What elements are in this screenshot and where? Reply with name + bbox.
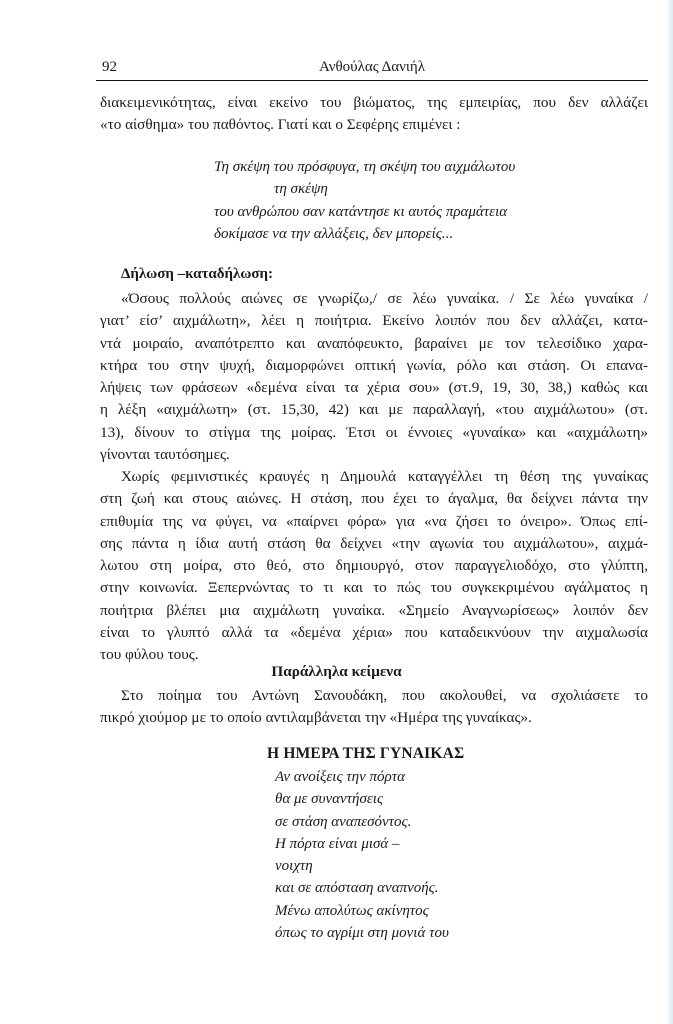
poem-line: θα με συναντήσεις [275,791,384,808]
text-line: στη ζωή και στους αιώνες. Η στάση, που έχει το άγαλμα, θα δείχνει πάντα την [100,490,648,508]
poem-line: Η πόρτα είναι μισά – [275,835,400,852]
poem [275,766,449,944]
poem-line: σε στάση αναπεσόντος. [275,813,412,830]
section-heading: Δήλωση –καταδήλωση: [121,266,274,282]
poem-line: Μένω απολύτως ακίνητος [275,902,429,919]
seferis-quote [214,156,515,246]
text-line: είναι το γλυπτό αλλά τα «δεμένα χέρια» που καταδεικνύουν την αιχμαλωσία [100,624,648,642]
text-line: ντά μοιραίο, αναπότρεπτο και αναπόφευκτο, βαραίνει με τον τελεσίδικο χαρα- [100,334,648,352]
running-head [96,56,648,81]
poem-title: Η ΗΜΕΡΑ ΤΗΣ ΓΥΝΑΙΚΑΣ [267,745,465,762]
text-line: στην κοινωνία. Ξεπερνώντας το τι και το πώς του συγκεκριμένου αγάλματος η [100,579,648,597]
text-line: διακειμενικότητας, είναι εκείνο του βιώματος, της εμπειρίας, που δεν αλλάζει [100,94,648,111]
poem-line: νοιχτη [275,858,313,875]
text-line: πικρό χιούμορ με το οποίο αντιλαμβάνεται την «Ημέρα της γυναίκας». [100,709,532,727]
poem-line: Αν ανοίξεις την πόρτα [275,769,405,785]
declaration-paragraph [100,288,648,466]
feminist-paragraph [100,466,648,667]
running-title: Ανθούλας Δανιήλ [318,59,426,75]
quote-line: τη σκέψη [274,181,328,198]
page-number: 92 [102,59,117,75]
text-line: 13), δίνουν το στίγμα της μοίρας. Έτσι οι έννοιες «γυναίκα» και «αιχμάλωτη» [100,423,648,441]
poem-line: όπως το αγρίμι στη μονιά του [275,925,449,942]
parallel-texts-paragraph [100,685,648,730]
quote-line: δοκίμασε να την αλλάξεις, δεν μπορείς... [214,226,454,243]
text-line: λήψεις των φράσεων «δεμένα είναι τα χέρια σου» (στ.9, 19, 30, 38,) καθώς και [100,379,648,397]
text-line: επιθυμία της να φύγει, να «παίρνει φόρα» για «να ζήσει το όνειρο». Όπως επί- [100,512,648,530]
text-line: γιατ’ είσ’ αιχμάλωτη», λέει η ποιήτρια. Εκείνο λοιπόν που δεν αλλάζει, κατα- [100,312,648,330]
quote-line: του ανθρώπου σαν κατάντησε κι αυτός πραμάτεια [214,203,508,220]
text-line: ποιήτρια βλέπει μια αιχμάλωτη γυναίκα. «Σημείο Αναγνωρίσεως» λοιπόν δεν [100,601,648,619]
text-line: κτήρα του στην ψυχή, διαμορφώνει οπτική γωνία, ρόλο και στάση. Οι επανα- [100,356,648,374]
text-line: σης πάντα η ίδια αυτή στάση θα δείχνει «την αγωνία του αιχμάλωτου», αιχμά- [100,534,648,552]
intro-paragraph [100,92,648,137]
text-line: η λέξη «αιχμάλωτη» (στ. 15,30, 42) και με παραλλαγή, «του αιχμάλωτου» (στ. [100,401,648,419]
text-line: του φύλου τους. [100,646,199,664]
poem-line: και σε απόσταση αναπνοής. [275,880,439,897]
text-line: «Όσους πολλούς αιώνες σε γνωρίζω,/ σε λέω γυναίκα. / Σε λέω γυναίκα / [121,290,648,307]
text-line: Χωρίς φεμινιστικές κραυγές η Δημουλά καταγγέλλει τη θέση της γυναίκας [121,468,648,485]
text-line: λωτου στη μοίρα, στο θεό, στο δημιουργό, στον παραγγελιοδόχο, στο γλύπτη, [100,557,648,575]
text-line: «το αίσθημα» του παθόντος. Γιατί και ο Σεφέρης επιμένει : [100,116,461,134]
quote-line: Τη σκέψη του πρόσφυγα, τη σκέψη του αιχμάλωτου [214,159,516,175]
text-line: Στο ποίημα του Αντώνη Σανουδάκη, που ακολουθεί, να σχολιάσετε το [121,687,648,704]
text-line: γίνονται ταυτόσημες. [100,446,230,464]
parallel-texts-heading: Παράλληλα κείμενα [271,663,402,680]
